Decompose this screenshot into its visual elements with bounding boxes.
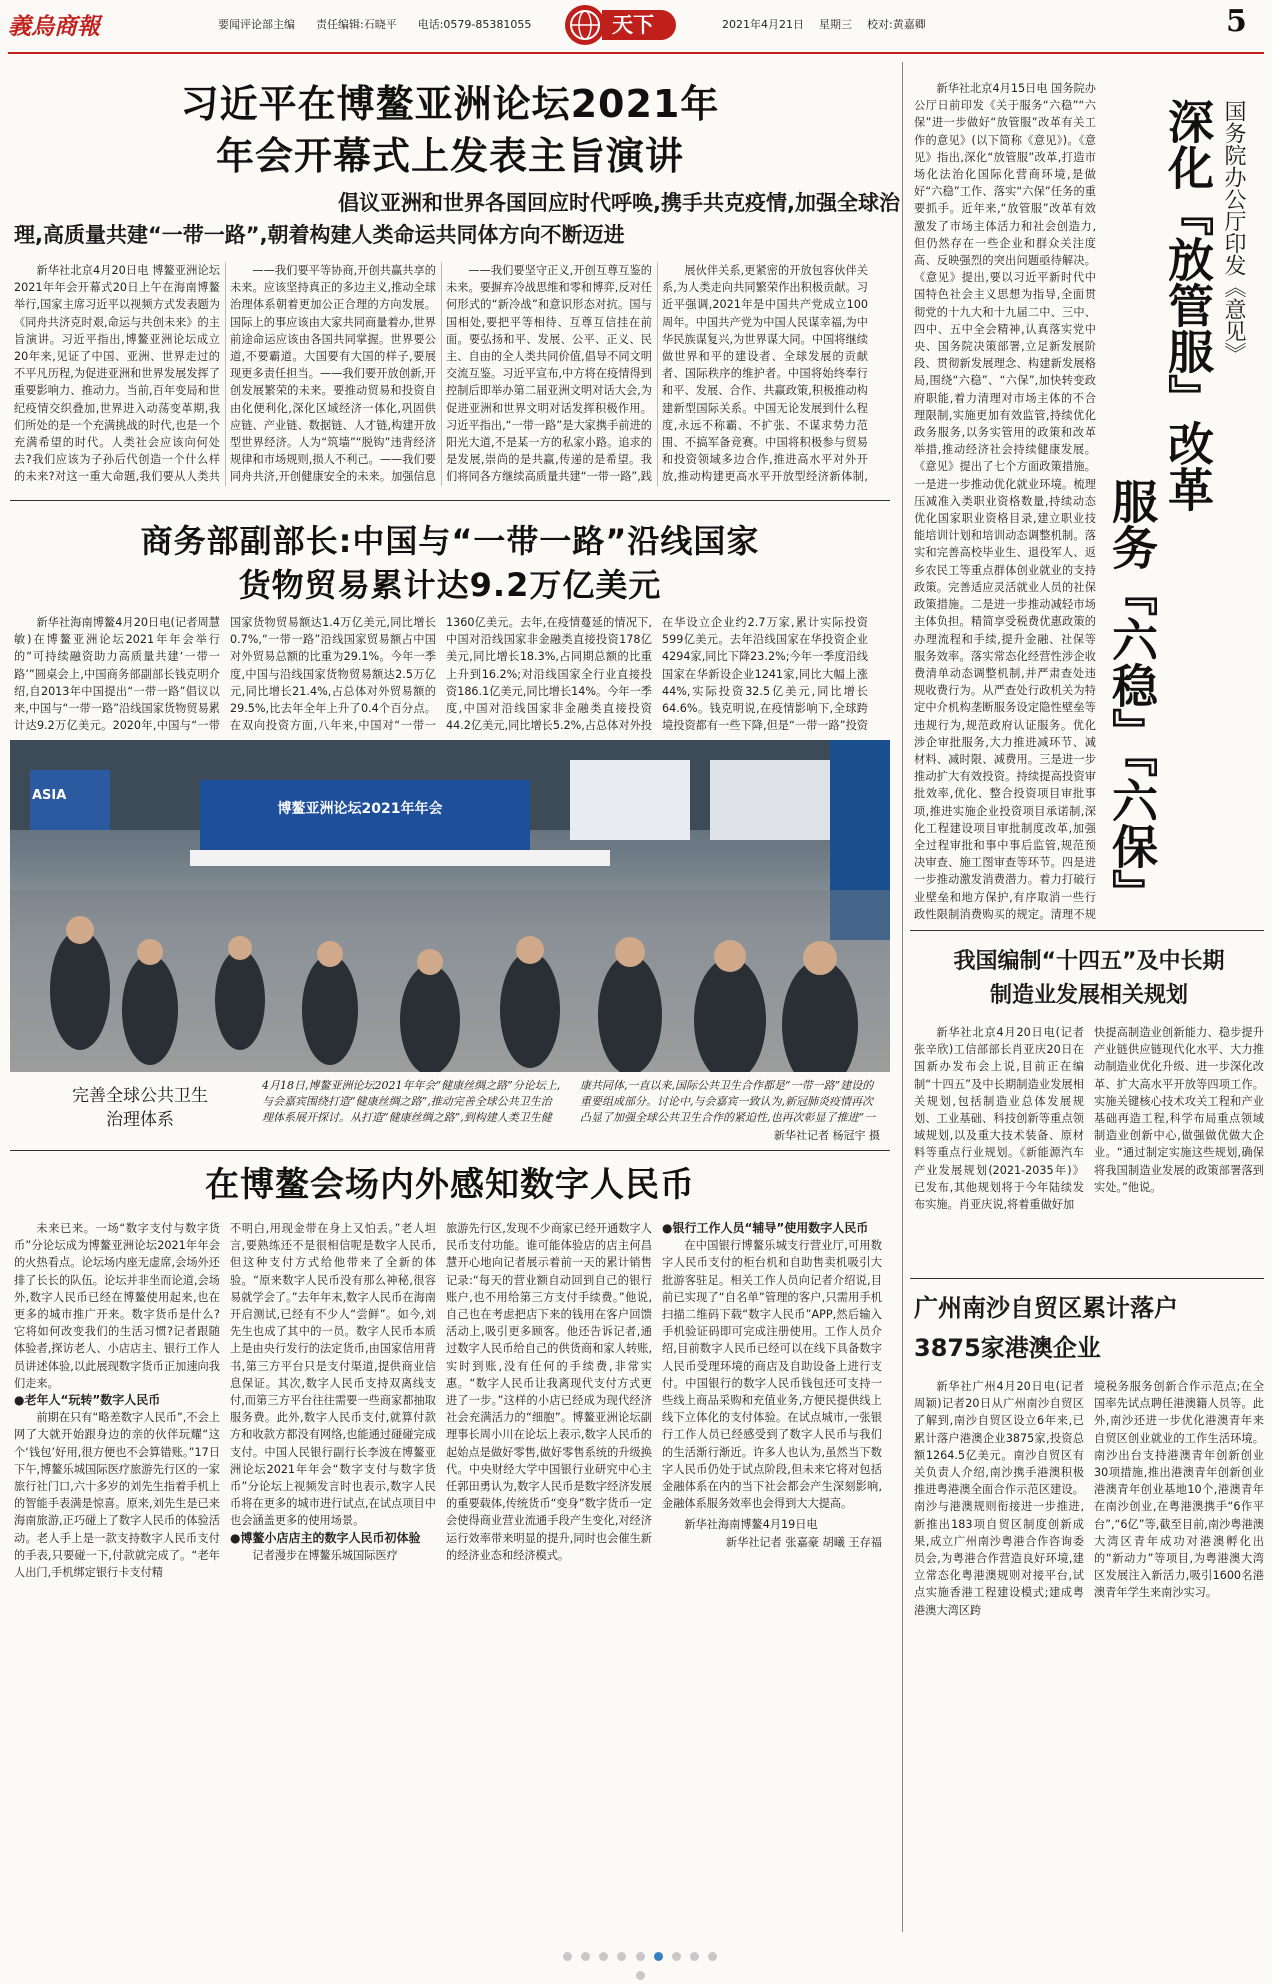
digital-col-1b: 前期在只有“略差数字人民币”,不会上网了大就开始跟身边的亲的伙伴玩耀“这个‘钱包’好用,很方便也不会算错账。”17日下午,博鳌乐城国际医疗旅游先行区的一家旅行社门口,六十多岁的刘先生指着手机上的智能手表满是惊喜。原来,刘先生是已来海南旅游,正巧碰上了数字人民币的体验活动。老人手上是一款支持数字人民币支付的手表,只要碰一下,付款就完成了。“老年人出门,手机绑定银行卡支付精 (14, 1411, 220, 1580)
digital-subhead-3: ●银行工作人员“辅导”使用数字人民币 (662, 1221, 869, 1235)
xi-subhead-1: 倡议亚洲和世界各国回应时代呼唤,携手共克疫情,加强全球治 (338, 191, 900, 215)
mfg-headline-1: 我国编制“十四五”及中长期 (953, 949, 1225, 974)
digital-col-2a: 不明白,用现金带在身上又怕丢。”老人坦言,要熟练还不是很相信呢是数字人民币,但这种支付方式给他带来了全新的体验。“原来数字人民币没有那么神秘,很容易就学会了。”去年年末,数字人民币在海南开启测试,已经有不少人“尝鲜”。如今,刘先生也成了其中的一员。数字人民币本质上是由央行发行的法定货币,由国家信用背书,第三方平台只是支付渠道,提供商业信息保证。其次,数字人民币支持双离线支付,而第三方平台往往需要一些商家都抽取服务费。此外,数字人民币支付,就算付款方和收款方都没有网络,也能通过碰碰完成支付。中国人民银行副行长李波在博鳌亚洲论坛2021年年会“数字支付与数字货币”分论坛上视频发言时也表示,数字人民币将在更多的城市进行试点,在试点项目中也会涵盖更多的使用场景。 (230, 1222, 436, 1528)
section-badge (602, 10, 676, 40)
page-number: 5 (1226, 4, 1247, 39)
globe-icon (565, 5, 605, 45)
xi-headline-2: 年会开幕式上发表主旨演讲 (215, 134, 684, 178)
trade-col-4: 在华设立企业约2.7万家,累计实际投资599亿美元。去年沿线国家在华投资企业4294家,同比下降23.2%;今年一季度沿线国家在华新设企业1241家,同比大幅上涨44%,实际投资32.5亿美元,同比增长64.6%。钱克明说,在疫情影响下,全球跨境投资都有一些下降,但是“一带一路”投资 (662, 616, 868, 733)
digital-col-4: 在中国银行博鳌乐城支行营业厅,可用数字人民币支付的柜台机和自助售卖机吸引大批游客驻足。相关工作人员向记者介绍说,目前已实现了“自名单”管理的客户,只需用手机扫描二维码下载“数字人民币”APP,然后输入手机验证码即可完成注册使用。工作人员介绍,目前数字人民币已经可以在线下具备数字人民币受理环境的商店及自助设备上进行支付。中国银行的数字人民币钱包还可支持一些线上商品采购和充值业务,方便民提供线上线下立体化的支付体验。在试点城市,一张银行工作人员已经感受到了数字人民币与我们的生活渐行渐近。许多人也认为,虽然当下数字人民币仍处于试点阶段,但未来它将对包括金融体系在内的当下社会都会产生深刻影响,金融体系服务效率也会得到大大提高。 (662, 1239, 882, 1511)
section-rule (910, 1278, 1264, 1279)
photo-screen-text: 博鳌亚洲论坛2021年年会 (277, 801, 443, 817)
digital-reporters: 新华社记者 张嘉豪 胡曦 王存福 (725, 1535, 882, 1549)
proof-label: 校对:黄嘉卿 (867, 18, 926, 31)
digital-credit: 新华社海南博鳌4月19日电 (684, 1518, 818, 1532)
digital-col-3: 旅游先行区,发现不少商家已经开通数字人民币支付功能。谁可能体验店的店主何昌慧开心地向记者展示着前一天的累计销售记录:“每天的营业额自动回到自己的银行账户,也不用给第三方支付手续费。”他说,自己也在考虑把店下来的钱用在客户回馈活动上,吸引更多顾客。他还告诉记者,通过数字人民币给自己的供货商和家人转账,实时到账,没有任何的手续费,非常实惠。“数字人民币让我离现代支付方式更进了一步。”这样的小店已经成为现代经济社会充满活力的“细胞”。博鳌亚洲论坛副理事长周小川在论坛上表示,数字人民币的起始点是做好零售,做好零售系统的升级换代。中央财经大学中国银行业研究中心主任郭田勇认为,数字人民币是数字经济发展的重要载体,传统货币“变身”数字货币一定会使得商业营业流通手段产生变化,对经济运行效率带来明显的提升,同时也会催生新的经济业态和经济模式。 (446, 1222, 652, 1562)
date-label: 2021年4月21日 (722, 18, 804, 31)
mfg-headline-2: 制造业发展相关规划 (989, 983, 1188, 1008)
digital-col-1a: 未来已来。一场“数字支付与数字货币”分论坛成为博鳌亚洲论坛2021年年会的火热看点。论坛场内座无虚席,会场外还排了长长的队伍。论坛并非坐而论道,会场外,数字人民币已经在博鳌使用起来,也在更多的城市推广开来。数字货币是什么?它将如何改变我们的生活习惯?记者跟随体验者,探访老人、小店店主、银行工作人员讲述体验,以此展现数字货币正加速向我们走来。 (14, 1222, 220, 1390)
footer-dot (636, 1971, 645, 1980)
video-screen-1 (570, 760, 690, 840)
nansha-headline-2: 3875家港澳企业 (914, 1334, 1101, 1362)
photo-scene (10, 740, 890, 1072)
trade-headline-2: 货物贸易累计达9.2万亿美元 (238, 566, 662, 604)
policy-headline-a: 深化『放管服』改革 (1161, 98, 1215, 512)
photo-caption: 4月18日,博鳌亚洲论坛2021年年会“健康丝绸之路”分论坛上,与会嘉宾围绕打造“健康丝绸之路”,推动完善全球公共卫生治理体系展开探讨。从打造“健康丝绸之路”,到构建人类卫生健康共同体,一直以来,国际公共卫生合作都是“一带一路”建设的重要组成部分。讨论中,与会嘉宾一致认为,新冠肺炎疫情再次凸显了加强全球公共卫生合作的紧迫性,也再次彰显了推进“一 (262, 1079, 876, 1124)
header-rule (8, 52, 1264, 54)
xi-col-3: ——我们要坚守正义,开创互尊互鉴的未来。要摒弃冷战思维和零和博弈,反对任何形式的“新冷战”和意识形态对抗。国与国相处,要把平等相待、互尊互信挂在前面。要弘扬和平、发展、公平、正义、民主、自由的全人类共同价值,倡导不同文明交流互鉴。习近平宣布,中方将在疫情得到控制后即举办第二届亚洲文明对话大会,为促进亚洲和世界文明对话发挥积极作用。习近平指出,“一带一路”是大家携手前进的阳光大道,不是某一方的私家小路。追求的是发展,崇尚的是共赢,传递的是希望。我们将同各方继续高质量共建“一带一路”,践 (446, 264, 652, 484)
weekday-label: 星期三 (819, 18, 852, 31)
photo-banner-text: ASIA (32, 788, 67, 803)
digital-col-2b: 记者漫步在博鳌乐城国际医疗 (252, 1548, 398, 1562)
section-rule (910, 930, 1264, 931)
policy-body: 新华社北京4月15日电 国务院办公厅日前印发《关于服务“六稳”“六保”进一步做好“放管服”改革有关工作的意见》(以下简称《意见》)。《意见》指出,深化“放管服”改革,打造市场化法治化国际化营商环境,是做好“六稳”工作、落实“六保”任务的重要抓手。近年来,“放管服”改革有效激发了市场主体活力和社会创造力,但仍然存在一些企业和群众关注度高、反映强烈的突出问题亟待解决。《意见》提出,要以习近平新时代中国特色社会主义思想为指导,全面贯彻党的十九大和十九届二中、三中、四中、五中全会精神,认真落实党中央、国务院决策部署,立足新发展阶段、贯彻新发展理念、构建新发展格局,围绕“六稳”、“六保”,加快转变政府职能,着力清理对市场主体的不合理限制,实施更加有效监管,持续优化政务服务,以务实管用的政策和改革举措,推动经济社会持续健康发展。《意见》提出了七个方面政策措施。一是进一步推动优化就业环境。梳理压减准入类职业资格数量,持续动态优化国家职业资格目录,建立职业技能培训计划和培训动态调整机制。落实和完善高校毕业生、退役军人、返乡农民工等重点群体创业就业的支持政策。完善适应灵活就业人员的社保政策措施。二是进一步推动减轻市场主体负担。精简享受税费优惠政策的办理流程和手续,提升金融、社保等服务效率。落实常态化经营性涉企收费清单动态调整机制,并严肃查处违规收费行为。从严查处行政机关为特定中介机构垄断服务设定隐性壁垒等违规行为,规范政府认证服务。优化涉企审批服务,大力推进减环节、减材料、减时限、减费用。三是进一步推动扩大有效投资。持续提高投资审批效率,优化、整合投资项目审批事项,推进实施企业投资项目承诺制,深化工程建设项目审批制度改革,加强全过程审批和事中事后监管,规范预决审查、施工图审查等环节。四是进一步推动激发消费潜力。着力打破行业壁垒和地方保护,有序取消一些行政性限制消费购买的规定。清理不规 (914, 82, 1096, 921)
digital-headline: 在博鳌会场内外感知数字人民币 (205, 1165, 695, 1205)
trade-col-3: 1360亿美元。去年,在疫情蔓延的情况下,中国对沿线国家非金融类直接投资178亿美元,同比增长18.3%,占同期总额的比重上升到16.2%;对沿线国家全行业直接投资186.1亿美元,同比增长14%。今年一季度,中国对沿线国家非金融类直接投资44.2亿美元,同比增长5.2%,占总体对外投 (446, 616, 652, 733)
footer-dot (636, 1952, 645, 1961)
nansha-col-1: 新华社广州4月20日电(记者周颖)记者20日从广州南沙自贸区了解到,南沙自贸区设立6年来,已累计落户港澳企业3875家,投资总额1264.5亿美元。南沙自贸区有关负责人介绍,南沙携手港澳积极推进粤港澳全面合作示范区建设。南沙与港澳规则衔接进一步推进,新推出183项自贸区制度创新成果,成立广州南沙粤港合作咨询委员会,为粤港合作营造良好环境,建立常态化粤港澳规则对接平台,试点实施香港工程建设模式;建成粤港澳大湾区跨 (914, 1380, 1084, 1617)
footer-dots (560, 1946, 720, 1960)
digital-subhead-1: ●老年人“玩转”数字人民币 (14, 1393, 161, 1408)
section-rule (10, 1150, 890, 1151)
mfg-col-2: 快提高制造业创新能力、稳步提升产业链供应链现代化水平、大力推动制造业优化升级、进一步深化改革、扩大高水平开放等四项工作。实施关键核心技术攻关工程和产业基础再造工程,科学布局重点领域制造业创新中心,做强做优做大企业。“通过制定实施这些规划,确保将我国制造业发展的政策部署落到实处。”他说。 (1094, 1026, 1264, 1194)
col-divider (225, 262, 226, 486)
policy-overline: 国务院办公厅印发《意见》 (1221, 100, 1246, 364)
xi-headline-1: 习近平在博鳌亚洲论坛2021年 (180, 82, 720, 126)
xi-col-1: 新华社北京4月20日电 博鳌亚洲论坛2021年年会开幕式20日上午在海南博鳌举行,国家主席习近平以视频方式发表题为《同舟共济克时艰,命运与共创未来》的主旨演讲。习近平指出,博鳌亚洲论坛成立20年来,见证了中国、亚洲、世界走过的不平凡历程,为促进亚洲和世界发展发挥了重要影响力、推动力。当前,百年变局和世纪疫情交织叠加,世界进入动荡变革期,我们所处的是一个充满挑战的时代,也是一个充满希望的时代。人类社会应该向何处去?我们应该为子孙后代创造一个什么样的未来?对这一重大命题,我们要从人类共 (14, 264, 220, 484)
masthead (0, 0, 1272, 52)
video-screen-2 (710, 760, 830, 840)
xi-col-4: 展伙伴关系,更紧密的开放包容伙伴关系,为人类走向共同繁荣作出积极贡献。习近平强调,2021年是中国共产党成立100周年。中国共产党为中国人民谋幸福,为中华民族谋复兴,为世界谋大同。中国将继续做世界和平的建设者、全球发展的贡献者、国际秩序的维护者。中国将始终奉行和平、发展、合作、共赢政策,积极推动构建新型国际关系。中国无论发展到什么程度,永远不称霸、不扩张、不谋求势力范围、不搞军备竞赛。中国将积极参与贸易和投资领域多边合作,推进高水平对外开放,推动构建更高水平开放型经济新体制, (662, 264, 868, 484)
forum-photo (10, 740, 890, 1072)
footer-dot (581, 1952, 590, 1961)
footer-dot (690, 1952, 699, 1961)
phone-label: 电话:0579-85381055 (417, 18, 532, 31)
photo-credit: 新华社记者 杨冠宇 摄 (774, 1129, 880, 1142)
footer-dot (617, 1952, 626, 1961)
side-caption-line-1: 完善全球公共卫生 (72, 1086, 208, 1106)
footer-dot (672, 1952, 681, 1961)
col-divider (657, 262, 658, 486)
footer-dot (599, 1952, 608, 1961)
side-caption-line-2: 治理体系 (106, 1110, 174, 1130)
nansha-headline-1: 广州南沙自贸区累计落户 (914, 1294, 1178, 1322)
nansha-col-2: 境税务服务创新合作示范点;在全国率先试点聘任港澳籍人员等。此外,南沙还进一步优化港澳青年来自贸区创业就业的工作生活环境。南沙出台支持港澳青年创新创业30项措施,推出港澳青年创新创业港澳青年创业基地10个,港澳青年在南沙创业,在粤港澳携手“6作平台”,“6亿”等,截至目前,南沙粤港澳大湾区青年成功对港澳孵化出的“新动力”等项目,为粤港澳大湾区发展注入新活力,吸引1600名港澳青年学生来南沙实习。 (1094, 1380, 1264, 1600)
trade-col-2: 国家货物贸易额达1.4万亿美元,同比增长0.7%,“一带一路”沿线国家贸易额占中国对外贸易总额的比重为29.1%。今年一季度,中国与沿线国家货物贸易额达2.5万亿元,同比增长21.4%,占总体对外贸易额的29.5%,比去年全年上升了0.4个百分点。在双向投资方面,八年来,中国对“一带一 (230, 616, 436, 733)
vertical-divider (902, 62, 903, 1932)
xi-col-2: ——我们要平等协商,开创共赢共享的未来。应该坚持真正的多边主义,推动全球治理体系朝着更加公正合理的方向发展。国际上的事应该由大家共同商量着办,世界前途命运应该由各国共同掌握。世界要公道,不要霸道。大国要有大国的样子,要展现更多责任担当。——我们要开放创新,开创发展繁荣的未来。要推动贸易和投资自由化便利化,深化区域经济一体化,巩固供应链、产业链、数据链、人才链,构建开放型世界经济。人为“筑墙”“脱钩”违背经济规律和市场规则,损人不利己。——我们要同舟共济,开创健康安全的未来。加强信息 (230, 264, 436, 484)
mfg-col-1: 新华社北京4月20日电(记者张辛欣)工信部部长肖亚庆20日在国新办发布会上说,目前正在编制“十四五”及中长期制造业发展相关规划,包括制造业总体发展规划、工业基础、科技创新等重点领域规划,以及重大技术装备、原材料等重点行业规划。《新能源汽车产业发展规划(2021-2035年)》已发布,其他规划将于今年陆续发布实施。肖亚庆说,将着重做好加 (914, 1026, 1084, 1212)
paper-logo: 義烏商報 (8, 13, 100, 40)
stage-table (190, 850, 610, 866)
trade-col-1: 新华社海南博鳌4月20日电(记者周慧敏)在博鳌亚洲论坛2021年年会举行的“可持续融资助力高质量共建‘一带一路’”圆桌会上,中国商务部副部长钱克明介绍,自2013年中国提出“一带一路”倡议以来,中国与“一带一路”沿线国家货物贸易累计达9.2万亿美元。2020年,中国与“一带 (14, 616, 220, 733)
dept-label: 要闻评论部主编 (218, 18, 295, 31)
footer-dot (563, 1952, 572, 1961)
policy-headline-b: 服务『六稳』『六保』 (1105, 478, 1159, 915)
digital-subhead-2: ●博鳌小店店主的数字人民币初体验 (230, 1530, 421, 1545)
editor-label: 责任编辑:石晓平 (316, 18, 397, 31)
footer-dot (654, 1952, 663, 1961)
xi-subhead-2: 理,高质量共建“一带一路”,朝着构建人类命运共同体方向不断迈进 (14, 223, 625, 247)
col-divider (441, 262, 442, 486)
section-title: 天下 (612, 13, 654, 37)
photo-side-caption (40, 1084, 240, 1132)
trade-headline-1: 商务部副部长:中国与“一带一路”沿线国家 (140, 522, 760, 560)
section-rule (10, 500, 890, 501)
footer-dot (708, 1952, 717, 1961)
